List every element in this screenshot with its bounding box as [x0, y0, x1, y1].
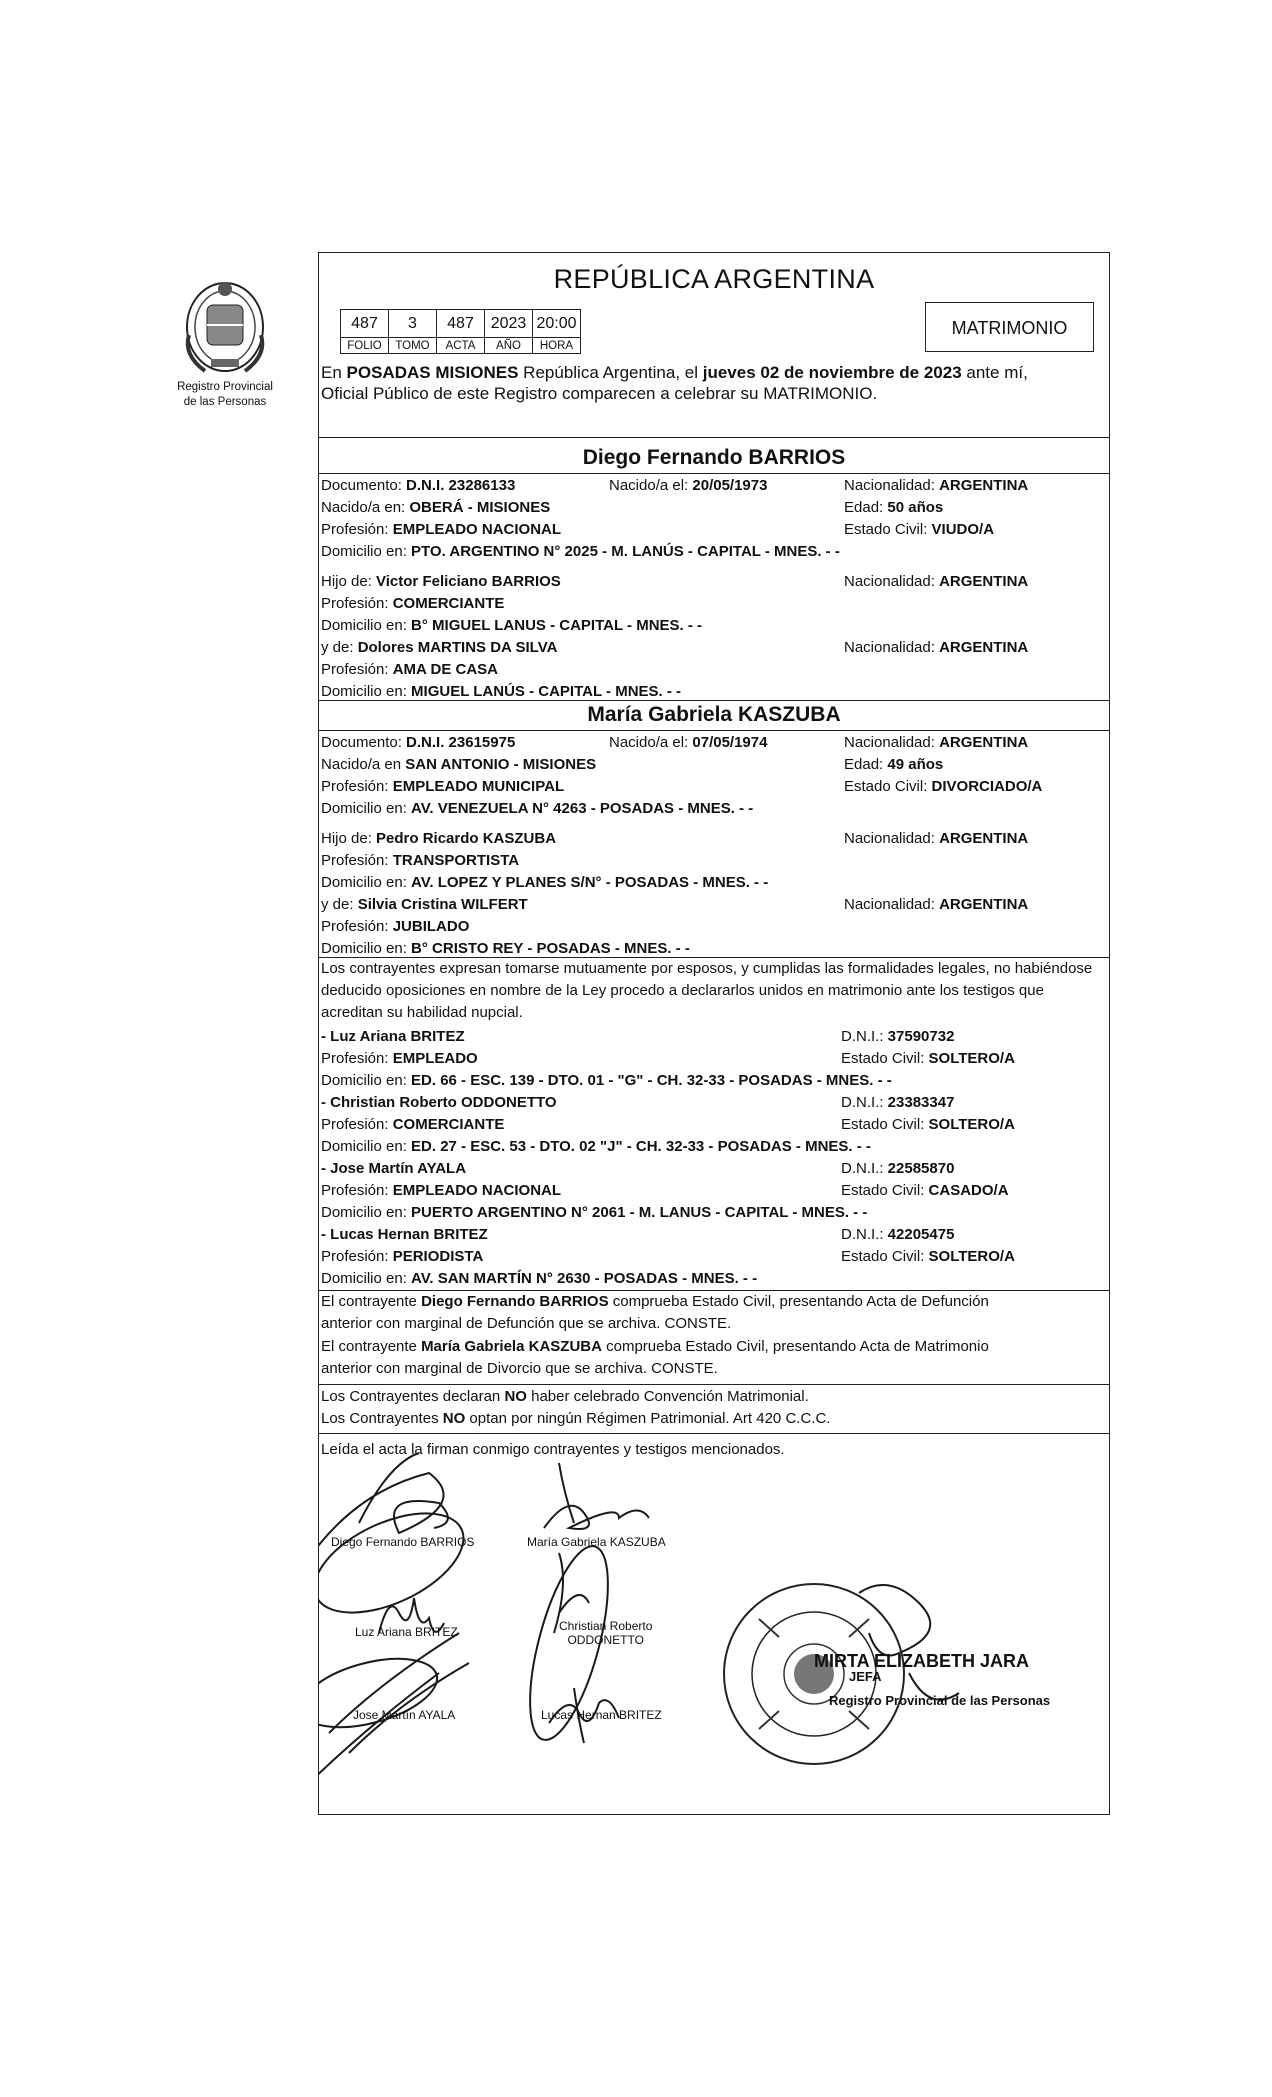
hour-label: HORA: [533, 338, 581, 354]
witness4-name-row: - Lucas Hernan BRITEZ D.N.I.: 42205475: [321, 1226, 955, 1243]
folio-label: FOLIO: [341, 338, 389, 354]
hour-value: 20:00: [533, 310, 581, 338]
sig-label-spouse1: Diego Fernando BARRIOS: [331, 1535, 475, 1549]
sig-label-witness4: Lucas Hernan BRITEZ: [541, 1708, 662, 1722]
act-type-box: MATRIMONIO: [925, 302, 1094, 352]
acta-label: ACTA: [437, 338, 485, 354]
country-title: REPÚBLICA ARGENTINA: [553, 264, 875, 294]
registry-table: [340, 309, 581, 354]
divider: [319, 700, 1109, 701]
spouse2-mother-row: y de: Silvia Cristina WILFERT Nacionalidad: ARGENTINA: [321, 896, 1029, 913]
divider: [319, 473, 1109, 474]
witness1-name-row: - Luz Ariana BRITEZ D.N.I.: 37590732: [321, 1028, 955, 1045]
closing-paragraph: Leída el acta la firman conmigo contrayentes y testigos mencionados.: [321, 1441, 785, 1458]
witness1-prof-row: Profesión: EMPLEADO Estado Civil: SOLTERO/A: [321, 1050, 1015, 1067]
divider: [319, 437, 1109, 438]
spouse1-mother-prof: Profesión: AMA DE CASA: [321, 661, 498, 678]
spouse2-father-row: Hijo de: Pedro Ricardo KASZUBA Nacionalidad: ARGENTINA: [321, 830, 1029, 847]
witness2-prof-row: Profesión: COMERCIANTE Estado Civil: SOLTERO/A: [321, 1116, 1015, 1133]
folio-value: 487: [341, 310, 389, 338]
sig-label-spouse2: María Gabriela KASZUBA: [527, 1535, 666, 1549]
witness4-addr-row: Domicilio en: AV. SAN MARTÍN N° 2630 - POSADAS - MNES. - -: [321, 1270, 758, 1287]
spouse2-mother-prof: Profesión: JUBILADO: [321, 918, 470, 935]
divider: [319, 1384, 1109, 1385]
divider: [319, 730, 1109, 731]
signature-area: [319, 1433, 1111, 1816]
spouse1-row4: Domicilio en: PTO. ARGENTINO N° 2025 - M. LANÚS - CAPITAL - MNES. - -: [321, 543, 840, 560]
witness3-name-row: - Jose Martín AYALA D.N.I.: 22585870: [321, 1160, 955, 1177]
witness2-name-row: - Christian Roberto ODDONETTO D.N.I.: 23383347: [321, 1094, 955, 1111]
registry-logo: [160, 275, 290, 409]
sig-label-witness2: Christian Roberto ODDONETTO: [559, 1619, 653, 1647]
spouse1-father-prof: Profesión: COMERCIANTE: [321, 595, 505, 612]
civil-proof-1: El contrayente Diego Fernando BARRIOS comprueba Estado Civil, presentando Acta de Defunción anterior con marginal de Defunción que se archiva. CONSTE.: [321, 1293, 989, 1332]
official-title: JEFA: [849, 1669, 882, 1684]
spouse1-row2: Nacido/a en: OBERÁ - MISIONES Edad: 50 años: [321, 499, 944, 516]
coat-of-arms-icon: [177, 275, 273, 379]
intro-paragraph: En POSADAS MISIONES República Argentina, el jueves 02 de noviembre de 2023 ante mí, Oficial Público de este Registro comparecen a celebrar su MATRIMONIO.: [321, 363, 1028, 403]
spouse2-mother-addr: Domicilio en: B° CRISTO REY - POSADAS - MNES. - -: [321, 940, 690, 957]
year-label: AÑO: [485, 338, 533, 354]
official-name: MIRTA ELIZABETH JARA: [814, 1651, 1029, 1671]
tomo-label: TOMO: [389, 338, 437, 354]
spouse1-row3: Profesión: EMPLEADO NACIONAL Estado Civil: VIUDO/A: [321, 521, 995, 538]
spouse2-name: María Gabriela KASZUBA: [587, 703, 841, 726]
spouse1-name: Diego Fernando BARRIOS: [582, 446, 846, 469]
witness4-prof-row: Profesión: PERIODISTA Estado Civil: SOLTERO/A: [321, 1248, 1015, 1265]
spouse2-father-prof: Profesión: TRANSPORTISTA: [321, 852, 520, 869]
spouse1-father-row: Hijo de: Victor Feliciano BARRIOS Nacionalidad: ARGENTINA: [321, 573, 1029, 590]
tomo-value: 3: [389, 310, 437, 338]
witness2-addr-row: Domicilio en: ED. 27 - ESC. 53 - DTO. 02 "J" - CH. 32-33 - POSADAS - MNES. - -: [321, 1138, 871, 1155]
spouse1-mother-row: y de: Dolores MARTINS DA SILVA Nacionalidad: ARGENTINA: [321, 639, 1029, 656]
spouse1-mother-addr: Domicilio en: MIGUEL LANÚS - CAPITAL - MNES. - -: [321, 683, 682, 700]
official-org: Registro Provincial de las Personas: [829, 1693, 1051, 1708]
witness3-addr-row: Domicilio en: PUERTO ARGENTINO N° 2061 - M. LANUS - CAPITAL - MNES. - -: [321, 1204, 868, 1221]
spouse2-row4: Domicilio en: AV. VENEZUELA N° 4263 - POSADAS - MNES. - -: [321, 800, 754, 817]
logo-caption-line2: de las Personas: [183, 396, 267, 408]
spouse1-father-addr: Domicilio en: B° MIGUEL LANUS - CAPITAL - MNES. - -: [321, 617, 703, 634]
acta-value: 487: [437, 310, 485, 338]
witness3-prof-row: Profesión: EMPLEADO NACIONAL Estado Civil: CASADO/A: [321, 1182, 1009, 1199]
regime-paragraph: Los Contrayentes declaran NO haber celebrado Convención Matrimonial. Los Contrayentes NO optan por ningún Régimen Patrimonial. Art 420 C.C.C.: [321, 1388, 831, 1427]
civil-proof-2: El contrayente María Gabriela KASZUBA comprueba Estado Civil, presentando Acta de Matrimonio anterior con marginal de Divorcio que se archiva. CONSTE.: [321, 1338, 989, 1377]
spouse2-row2: Nacido/a en SAN ANTONIO - MISIONES Edad: 49 años: [321, 756, 944, 773]
declaration-paragraph: Los contrayentes expresan tomarse mutuamente por esposos, y cumplidas las formalidades legales, no habiéndose deducido oposiciones en nombre de la Ley procedo a declararlos unidos en matrimonio ante los testigos que acreditan su habilidad nupcial.: [321, 960, 1093, 1021]
logo-caption-line1: Registro Provincial: [177, 381, 273, 393]
spouse1-row1: Documento: D.N.I. 23286133 Nacido/a el: 20/05/1973 Nacionalidad: ARGENTINA: [321, 477, 1029, 494]
sig-label-witness3: Jose Martín AYALA: [353, 1708, 456, 1722]
witness1-addr-row: Domicilio en: ED. 66 - ESC. 139 - DTO. 01 - "G" - CH. 32-33 - POSADAS - MNES. - -: [321, 1072, 892, 1089]
sig-label-witness1: Luz Ariana BRITEZ: [355, 1625, 458, 1639]
year-value: 2023: [485, 310, 533, 338]
spouse2-father-addr: Domicilio en: AV. LOPEZ Y PLANES S/N° - POSADAS - MNES. - -: [321, 874, 769, 891]
spouse2-row3: Profesión: EMPLEADO MUNICIPAL Estado Civil: DIVORCIADO/A: [321, 778, 1043, 795]
spouse2-row1: Documento: D.N.I. 23615975 Nacido/a el: 07/05/1974 Nacionalidad: ARGENTINA: [321, 734, 1029, 751]
act-frame: [318, 252, 1110, 1815]
